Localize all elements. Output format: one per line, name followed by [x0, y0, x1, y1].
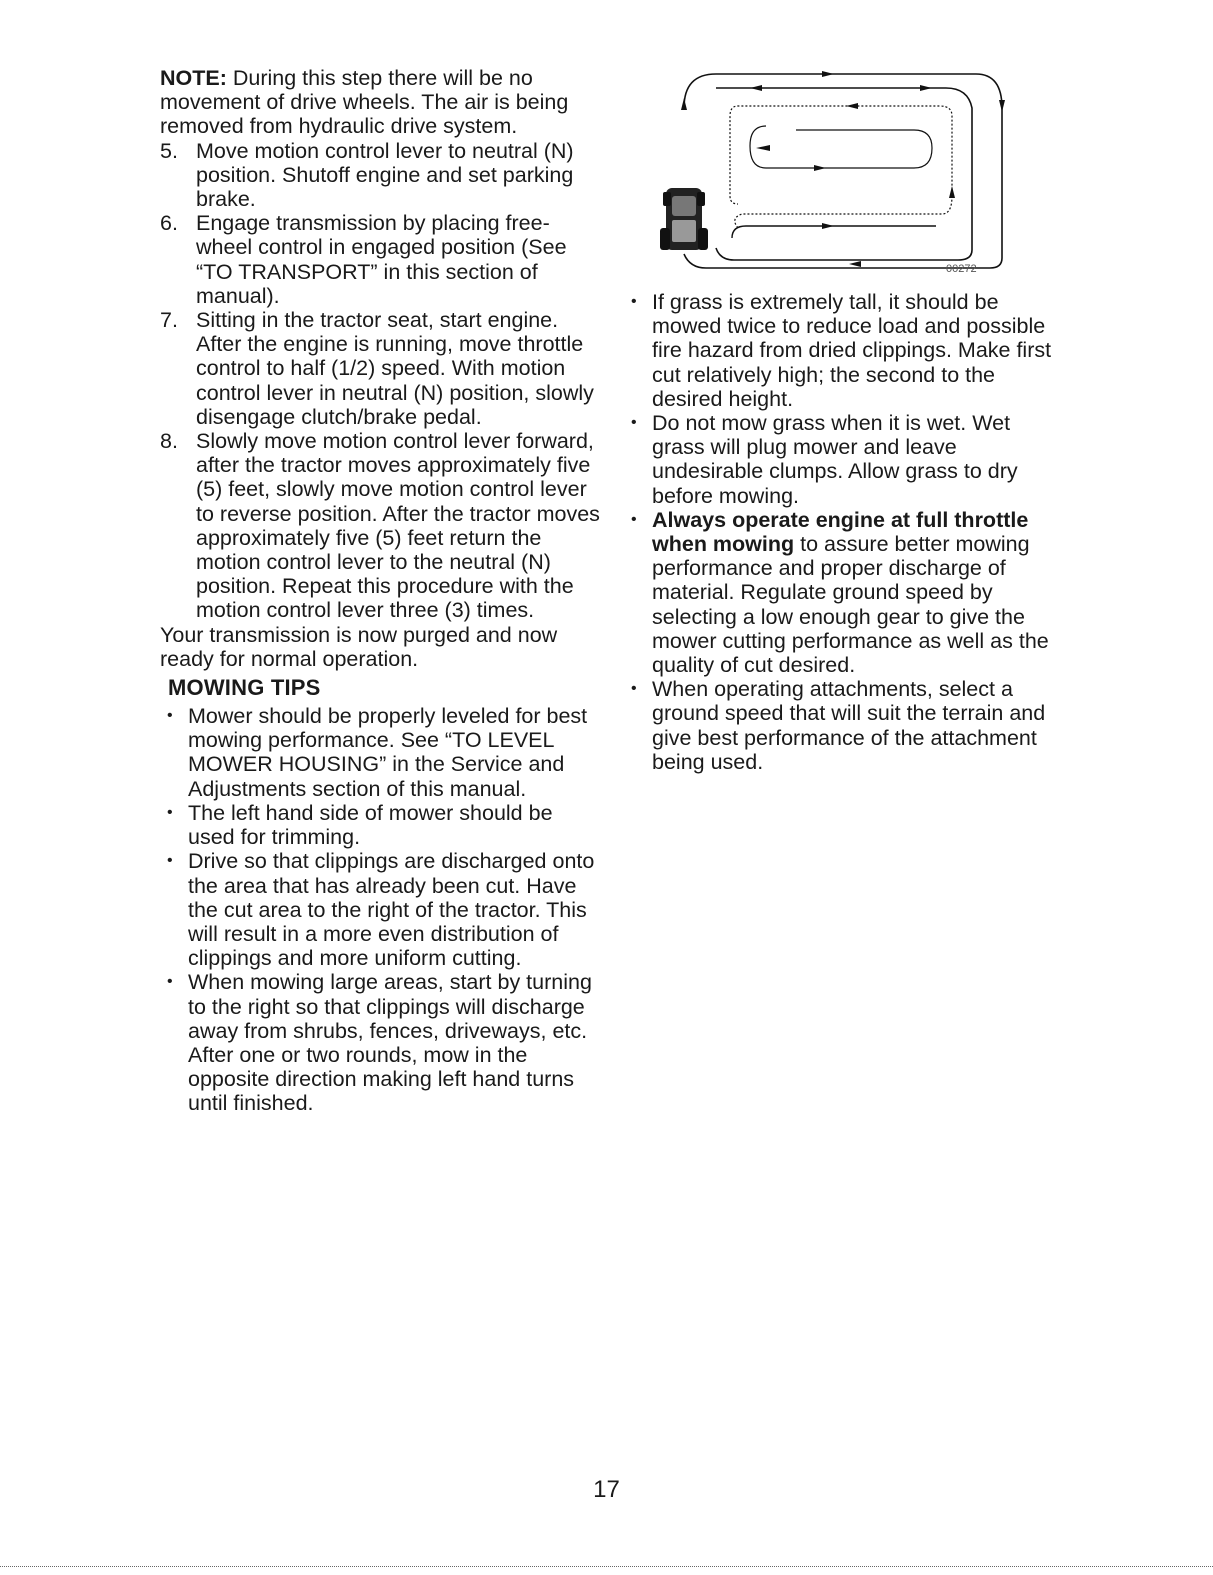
bullet-glyph: • — [631, 293, 637, 310]
tip-text: Drive so that clippings are discharged onto the area that has already been cut. Have the cut area to the right of the tractor. This will result in a more even distribution of clippings and more uniform cutting. — [188, 849, 595, 971]
bullet-glyph: • — [631, 414, 637, 432]
arrow-up-icon — [949, 186, 955, 198]
step-text: Slowly move motion control lever forward, after the tractor moves approximately five (5) feet, slowly move motion control lever to reverse position. After the tractor moves approximately five (5) feet return the motion control lever to the neutral (N) position. Repeat this procedure with the motion control lever three (3) times. — [196, 429, 600, 623]
arrow-right-icon — [814, 165, 826, 171]
arrow-left-icon — [846, 103, 858, 109]
arrow-left-icon — [849, 261, 861, 267]
second-path-line — [716, 88, 972, 260]
step-text: Sitting in the tractor seat, start engine. After the engine is running, move throttle control to half (1/2) speed. With motion control lever in neutral (N) position, slowly disengage clutch/brake pedal. — [196, 308, 594, 429]
arrow-right-icon — [822, 71, 834, 77]
note-text: During this step there will be no movement of drive wheels. The air is being removed from hydraulic drive system. — [160, 66, 569, 139]
step-number: 5. — [160, 138, 178, 163]
step-text: Move motion control lever to neutral (N) position. Shutoff engine and set parking brake. — [196, 138, 574, 212]
lower-path-line — [732, 226, 936, 238]
outer-path-line — [684, 74, 1002, 268]
arrow-left-icon — [920, 85, 932, 91]
arrow-down-icon — [999, 100, 1005, 112]
step-item — [160, 139, 600, 212]
inner-path-line — [750, 126, 932, 168]
tip-bold-text: Always operate engine at full throttle when mowing — [652, 507, 1029, 557]
step-item — [160, 211, 600, 308]
page-number: 17 — [593, 1476, 620, 1503]
step-text: Engage transmission by placing free-wheel control in engaged position (See “TO TRANSPORT” in this section of manual). — [196, 211, 567, 308]
bullet-glyph: • — [167, 852, 173, 870]
tip-text: If grass is extremely tall, it should be mowed twice to reduce load and possible fire hazard from dried clippings. Make first cut relatively high; the second to the desired height. — [652, 290, 1052, 411]
figure-code: 00272 — [946, 263, 977, 275]
arrow-left-icon — [750, 85, 762, 91]
arrow-left-icon — [756, 145, 770, 151]
tip-item — [160, 970, 600, 1115]
tip-item — [624, 411, 1064, 508]
tip-text: The left hand side of mower should be used for trimming. — [188, 800, 553, 850]
note-label: NOTE: — [160, 66, 227, 90]
bullet-glyph: • — [167, 973, 173, 991]
tip-item — [160, 704, 600, 801]
tip-item — [160, 849, 600, 970]
section-heading: MOWING TIPS — [168, 675, 321, 701]
arrow-up-icon — [681, 98, 687, 110]
purged-paragraph: Your transmission is now purged and now ready for normal operation. — [160, 622, 558, 671]
procedure-steps — [160, 139, 600, 623]
tip-text: Do not mow grass when it is wet. Wet grass will plug mower and leave undesirable clumps. Allow grass to dry before mowing. — [652, 411, 1018, 508]
bullet-glyph: • — [631, 510, 637, 528]
tip-text: to assure better mowing performance and proper discharge of material. Regulate ground speed by selecting a low enough gear to give the mower cutting performance as well as the quality of cut desired. — [652, 532, 1049, 678]
bullet-glyph: • — [167, 803, 173, 821]
note-paragraph — [160, 66, 600, 139]
right-column — [624, 290, 1064, 774]
bullet-glyph: • — [167, 707, 173, 725]
bullet-glyph: • — [631, 680, 637, 698]
tractor-icon — [660, 188, 708, 250]
step-number: 6. — [160, 211, 178, 236]
tip-item — [160, 801, 600, 849]
mowing-pattern-figure — [646, 68, 1026, 278]
step-item — [160, 308, 600, 429]
arrow-right-icon — [822, 223, 834, 229]
tip-text: When operating attachments, select a ground speed that will suit the terrain and give best performance of the attachment being used. — [652, 677, 1046, 774]
tip-text: Mower should be properly leveled for best mowing performance. See “TO LEVEL MOWER HOUSING” in the Service and Adjustments section of this manual. — [188, 704, 588, 801]
tip-item — [624, 508, 1064, 677]
bottom-divider — [0, 1566, 1213, 1568]
step-number: 7. — [160, 308, 178, 333]
tip-item — [624, 677, 1064, 774]
tip-text: When mowing large areas, start by turning to the right so that clippings will discharge away from shrubs, fences, driveways, etc. After one or two rounds, mow in the opposite direction making left hand turns until finished. — [188, 970, 592, 1116]
left-column — [160, 66, 600, 1116]
left-tips-list — [160, 704, 600, 1115]
tip-item — [624, 290, 1064, 411]
right-tips-list — [624, 290, 1064, 774]
step-number: 8. — [160, 429, 178, 454]
step-item — [160, 429, 600, 623]
